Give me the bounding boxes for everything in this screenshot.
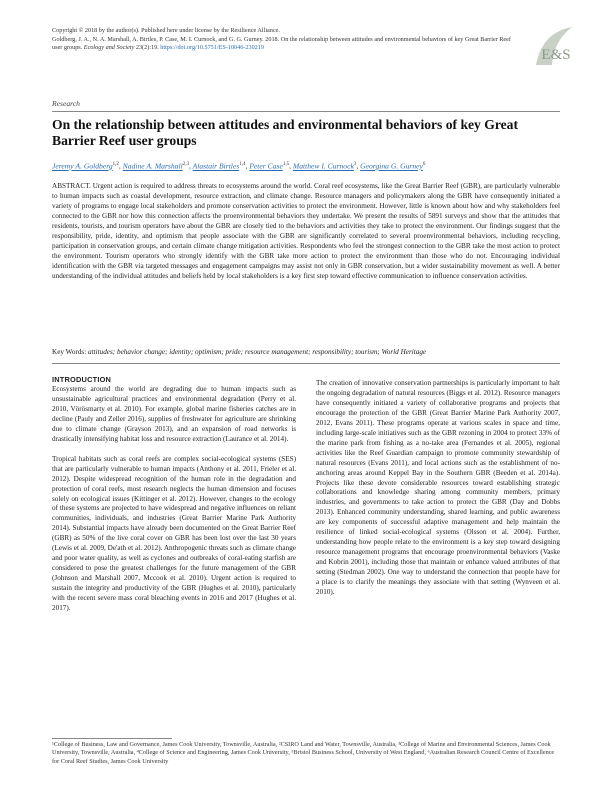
doi-link[interactable]: https://doi.org/10.5751/ES-10046-230219 (160, 44, 264, 52)
right-column (316, 379, 560, 608)
author-list (52, 160, 560, 172)
author-affiliation: 1,4 (239, 162, 246, 167)
left-column (52, 375, 296, 624)
author-separator: , (188, 161, 193, 171)
citation-header (52, 27, 522, 53)
abstract: ABSTRACT. Urgent action is required to address threats to ecosystems around the world. Coral reef ecosystems, like the Great Barrier Reef (GBR), are particularly vulnerable to human impacts such as coastal development, resource extraction, and climate change. Resource managers and policymakers along the GBR have consequently initiated a variety of programs to engage local stakeholders and promote conservation activities to protect the environment. However, little is known about how and why stakeholders feel connected to the GBR nor how this connection affects the proenvironmental behaviors they undertake. We present the results of 5891 surveys and show that the attitudes that residents, tourists, and tourism operators have about the GBR are closely tied to the behaviors and activities they take to protect the environment. Our findings suggest that the responsibility, pride, identity, and optimism that people associate with the GBR are significantly correlated to several proenvironmental behaviors, including recycling, participation in conservation groups, and certain climate change mitigation activities. Respondents who feel the strongest connection to the GBR take the most action to protect the environment. Tourism operators who strongly identify with the GBR take more action to protect the environment than those who do not. Encouraging individual identification with the GBR via targeted messages and engagement campaigns may assist not only in GBR conservation, but a wider sustainability movement as well. A better understanding of the individual attitudes and beliefs held by local stakeholders is a key first step toward effective communication to influence conservation activities. (52, 182, 560, 281)
citation-line (52, 36, 522, 53)
section-label: Research (52, 99, 80, 108)
author-affiliation: 1,5 (282, 162, 290, 167)
logo-text: E&S (541, 47, 571, 63)
keywords-label: Key Words: (52, 348, 87, 356)
footnote-divider (52, 738, 172, 739)
author-name[interactable]: Peter Case (249, 161, 283, 171)
author-affiliation: 2,3 (182, 162, 189, 167)
affiliations-footnote: ¹College of Business, Law and Governance, James Cook University, Townsville, Australia, ²CSIRO Land and Water, Townsville, Australia, ³College of Marine and Environmental Sciences, James Cook University, Townsville, Australia, ⁴College of Science and Engineering, James Cook University, ⁵Bristol Business School, University of West England, ⁶Australian Research Council Centre of Excellence for Coral Reef Studies, James Cook University (52, 741, 555, 765)
paragraph: The creation of innovative conservation partnerships is particularly important to halt the ongoing degradation of natural resources (Biggs et al. 2012). Resource managers have consequently initiated a variety of collaborative programs and projects that encourage the protection of the GBR (Great Barrier Marine Park Authority 2007, 2012, Evans 2011). These programs operate at various scales in space and time, including large-scale initiatives such as the GBR rezoning in 2004 to protect 33% of the marine park from fishing as a no-take area (Fernandes et al. 2005), regional activities like the Reef Guardian campaign to promote community stewardship of natural resources (Evans 2011), and local actions such as the establishment of no-anchoring areas around Keppel Bay in the Southern GBR (Beeden et al. 2014a). Projects like these devote considerable resources toward establishing strategic collaborations and knowledge sharing among community members, primary industries, and governments to take action to protect the GBR (Day and Dobbs 2013). Enhanced community understanding, shared learning, and public awareness are key components of successful adaptive management and help maintain the resilience of linked social-ecological systems (Olsson et al. 2004). Further, understanding how people relate to the environment is a key step toward designing resource management programs that encourage proenvironmental behaviors (Vaske and Kobrin 2001), including those that maintain or enhance valued attributes of that setting (Stedman 2002). One way to understand the connection that people have for a place is to clarify the meanings they associate with that setting (Wynveen et al. 2010). (316, 379, 560, 597)
author-name[interactable]: Georgina G. Gurney (360, 161, 423, 171)
volume: 23(2):19. (135, 44, 159, 52)
author-name[interactable]: Alastair Birtles (192, 161, 240, 171)
keywords (52, 347, 560, 357)
paper-title: On the relationship between attitudes and environmental behaviors of key Great Barrier Reef user groups (52, 117, 518, 149)
section-heading-introduction: INTRODUCTION (52, 375, 112, 384)
copyright-line: Copyright © 2018 by the author(s). Published here under license by the Resilience Alliance. (52, 27, 280, 34)
keywords-list: attitudes; behavior change; identity; optimism; pride; resource management; responsibility; tourism; World Heritage (88, 348, 427, 356)
author-separator: , (356, 161, 361, 171)
author-affiliation: 1,2 (112, 162, 119, 167)
paragraph: Ecosystems around the world are degrading due to human impacts such as unsustainable agricultural practices and environmental degradation (Perry et al. 2010, Vörösmarty et al. 2010). For example, global marine fisheries catches are in decline (Pauly and Zeller 2016), supplies of freshwater for agriculture are shrinking due to climate change (Grayson 2013), and an expansion of road networks is drastically intensifying habitat loss and resource extraction (Laurance et al. 2014). (52, 385, 296, 443)
abstract-divider (52, 363, 560, 364)
citation-text: Goldberg, J. A., N. A. Marshall, A. Birtles, P. Case, M. I. Curnock, and G. G. Gurney. 2018. On the relationship between attitudes and environmental behaviors of key Great Barrier Reef user groups. (52, 35, 511, 52)
journal-name: Ecology and Society (83, 44, 135, 52)
author-affiliation: 3 (353, 162, 357, 167)
author-name[interactable]: Jeremy A. Goldberg (52, 161, 113, 171)
journal-logo (532, 25, 580, 71)
author-name[interactable]: Matthew I. Curnock (292, 161, 354, 171)
author-separator: , (245, 161, 250, 171)
paragraph: Tropical habitats such as coral reefs are complex social-ecological systems (SES) that are particularly vulnerable to human impacts (Anthony et al. 2011, Frieler et al. 2012). Despite widespread recognition of the human role in the degradation and protection of coral reefs, most research neglects the human dimension and focuses solely on ecological issues (Kittinger et al. 2012). However, changes to the ecology of these systems are projected to have widespread and negative influences on reliant communities, individuals, and industries (Great Barrier Marine Park Authority 2014). Substantial impacts have already been documented on the Great Barrier Reef (GBR) as 50% of the live coral cover on GBR has been lost over the last 30 years (Lewis et al. 2009, De'ath et al. 2012). Anthropogenic threats such as climate change and poor water quality, as well as cyclones and outbreaks of coral-eating starfish are considered to pose the greatest challenges for the future management of the GBR (Johnson and Marshall 2007, Mccook et al. 2010). Urgent action is required to sustain the integrity and productivity of the GBR (Hughes et al. 2010), particularly with the recent severe mass coral bleaching events in 2016 and 2017 (Hughes et al. 2017). (52, 454, 296, 613)
author-name[interactable]: Nadine A. Marshall (122, 161, 183, 171)
author-separator: , (118, 161, 123, 171)
author-affiliation: 6 (422, 162, 426, 167)
author-separator: , (289, 161, 293, 171)
top-divider (52, 111, 560, 112)
